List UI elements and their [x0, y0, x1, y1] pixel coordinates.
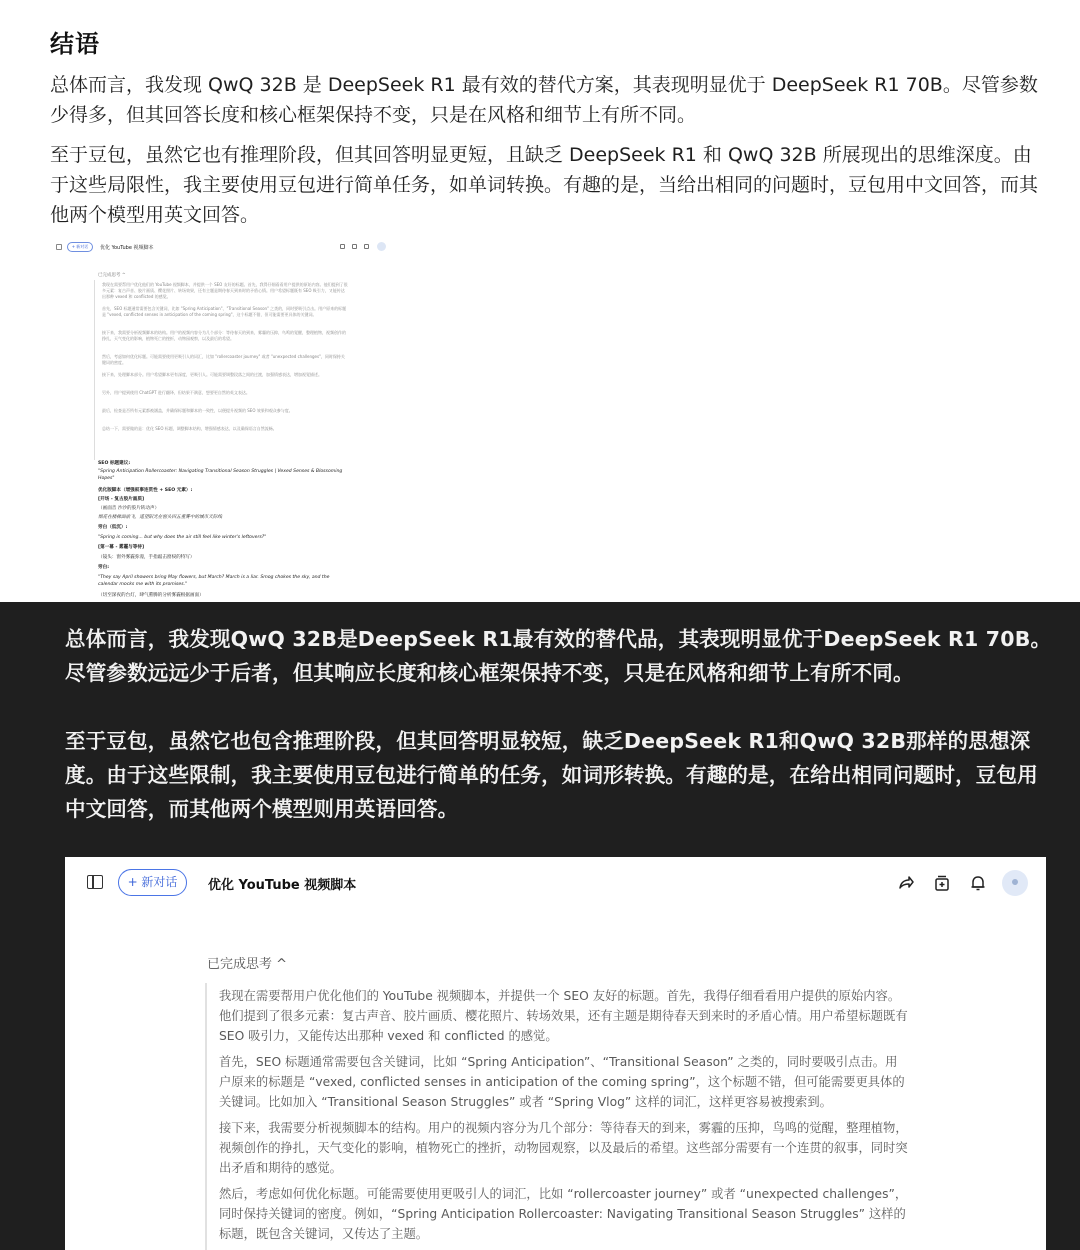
mini-thinking-paragraph: 总结一下，需要做的是：优化 SEO 标题，调整脚本结构，增强情感表达，以及确保语言自然流畅。: [102, 426, 277, 431]
share-icon[interactable]: [897, 874, 915, 892]
add-to-collection-icon[interactable]: [933, 874, 951, 892]
chat-title: 优化 YouTube 视频脚本: [208, 878, 357, 893]
mini-collection-icon: [352, 244, 357, 249]
mini-script-line: （画面音 沙沙的胶片转动声）: [98, 506, 160, 511]
mini-script-line: （镜头：窗外雾霾弥漫，手指敲击窗棂的特写）: [98, 555, 195, 560]
mini-thinking-paragraph: 我现在需要帮用户优化他们的 YouTube 视频脚本，并提供一个 SEO 友好的标题。首先，我得仔细看看用户提供的原始内容。他们提到了很多元素：复古声音、胶片画质、樱花照片、转场效果，还有主题是期待春天到来时的矛盾心情。用户希望标题既有 SEO 吸引力，又能传达出那种 vexed 和 conflicted 的感觉。: [102, 282, 348, 299]
mini-script-line: [第一幕 - 雾霾与等待]: [98, 545, 145, 550]
mini-thinking-paragraph: 接下来，处理脚本部分。用户希望脚本更有深度，更吸引人。可能需要调整段落之间的过渡，加强情感表达，增加视觉描述。: [102, 372, 322, 377]
thinking-paragraph: 首先，SEO 标题通常需要包含关键词，比如 “Spring Anticipation”、“Transitional Season” 之类的，同时要吸引点击。用户原来的标题是 “vexed, conflicted senses in anticipation of the coming spring”，这个标题不错，但可能需要更具体的关键词。比如加入 “Transitional Season Struggles” 或者 “Spring Vlog” 这样的词汇，这样更容易被搜索到。: [219, 1055, 905, 1109]
mini-script-line: SEO 标题建议:: [98, 461, 131, 466]
mini-chat-title: 优化 YouTube 视频脚本: [100, 245, 154, 251]
mini-header: [50, 236, 390, 260]
mini-think-bar: [94, 280, 95, 460]
avatar[interactable]: [1002, 870, 1028, 896]
mini-script-line: "They say April showers bring May flowers, but March? March is a liar. Smog chokes the sky, and the calendar mocks me with its promises.": [98, 575, 330, 587]
mini-script-line: "Spring Anticipation Rollercoaster: Navigating Transitional Season Struggles | Vexed Senses & Blossoming Hopes": [98, 469, 343, 481]
thinking-complete-toggle[interactable]: 已完成思考 ^: [207, 957, 288, 972]
translation-paragraph-2: 至于豆包，虽然它也包含推理阶段，但其回答明显较短，缺乏DeepSeek R1和QwQ 32B那样的思想深度。由于这些限制，我主要使用豆包进行简单的任务，如词形转换。有趣的是，在给出相同问题时，豆包用中文回答，而其他两个模型则用英语回答。: [65, 729, 1038, 821]
article-section: [0, 0, 1080, 602]
mini-script-line: 旁白（低沉）:: [98, 525, 128, 530]
article-paragraph-1: 总体而言，我发现 QwQ 32B 是 DeepSeek R1 最有效的替代方案，其表现明显优于 DeepSeek R1 70B。尽管参数少得多，但其回答长度和核心框架保持不变，只是在风格和细节上有所不同。: [50, 74, 1038, 126]
mini-script-line: 烟花在楼梯面前飞，遥望阳光在窗头四五重雾中的城市天际线: [98, 515, 223, 520]
mini-thinking-paragraph: 接下来，我需要分析视频脚本的结构。用户的视频内容分为几个部分：等待春天的到来，雾霾的压抑，鸟鸣的觉醒，整理植物，视频创作的挣扎，天气变化的影响，植物死亡的挫折，动物园观察，以及最后的希望。: [102, 330, 346, 341]
mini-script-line: "Spring is coming... but why does the air still feel like winter's leftovers?": [98, 535, 267, 540]
chat-header: [65, 857, 1046, 909]
bell-icon[interactable]: [969, 874, 987, 892]
dark-translation-section: [0, 602, 1080, 1250]
mini-think-label: 已完成思考 ^: [98, 273, 126, 278]
mini-thinking-paragraph: 另外，用户提到使用 ChatGPT 进行翻译，但结果不满意，想要更自然的英文表达。: [102, 390, 250, 395]
mini-script-line: 优化版脚本（增强叙事连贯性 + SEO 元素）:: [98, 488, 193, 493]
mini-thinking-paragraph: 首先，SEO 标题通常需要包含关键词，比如 "Spring Anticipation"、"Transitional Season" 之类的，同时要吸引点击。用户原来的标题是 "vexed, conflicted senses in anticipation of the coming spring"，这个标题不错，但可能需要更具体的关键词。: [102, 306, 347, 317]
thinking-paragraph: 接下来，我需要分析视频脚本的结构。用户的视频内容分为几个部分：等待春天的到来，雾霾的压抑，鸟鸣的觉醒，整理植物，视频创作的挣扎，天气变化的影响，植物死亡的挫折，动物园观察，以及最后的希望。这些部分需要有一个连贯的叙事，同时突出矛盾和期待的感觉。: [219, 1121, 908, 1175]
mini-new-chat-button: + 新对话: [67, 242, 93, 252]
mini-share-icon: [340, 244, 345, 249]
article-paragraph-2: 至于豆包，虽然它也有推理阶段，但其回答明显更短，且缺乏 DeepSeek R1 和 QwQ 32B 所展现出的思维深度。由于这些局限性，我主要使用豆包进行简单任务，如单词转换。有趣的是，当给出相同的问题时，豆包用中文回答，而其他两个模型用英文回答。: [50, 144, 1039, 226]
translation-paragraph-1: 总体而言，我发现QwQ 32B是DeepSeek R1最有效的替代品，其表现明显优于DeepSeek R1 70B。尽管参数远远少于后者，但其响应长度和核心框架保持不变，只是在风格和细节上有所不同。: [65, 627, 1052, 685]
mini-script-line: 旁白:: [98, 565, 110, 570]
thinking-paragraph: 然后，考虑如何优化标题。可能需要使用更吸引人的词汇，比如 “rollercoaster journey” 或者 “unexpected challenges”，同时保持关键词的密度。例如，“Spring Anticipation Rollercoaster: Navigating Transitional Season Struggles” 这样的标题，既包含关键词，又传达了主题。: [219, 1187, 908, 1241]
mini-avatar: [377, 242, 386, 251]
sidebar-toggle-icon[interactable]: [87, 875, 103, 889]
mini-thinking-paragraph: 然后，考虑如何优化标题。可能需要使用更吸引人的词汇，比如 "rollercoaster journey" 或者 "unexpected challenges"，同时保持关键词的密度。: [102, 354, 345, 365]
chat-screenshot: [65, 857, 1046, 1250]
mini-screenshot: [50, 236, 390, 602]
thinking-paragraph: 我现在需要帮用户优化他们的 YouTube 视频脚本，并提供一个 SEO 友好的标题。首先，我得仔细看看用户提供的原始内容。他们提到了很多元素：复古声音、胶片画质、樱花照片、转场效果，还有主题是期待春天到来时的矛盾心情。用户希望标题既有 SEO 吸引力，又能传达出那种 vexed 和 conflicted 的感觉。: [219, 989, 908, 1043]
mini-script-line: [开场 - 复古胶片画质]: [98, 497, 145, 502]
thinking-quote-bar: [205, 983, 207, 1250]
new-chat-button[interactable]: + 新对话: [118, 869, 187, 896]
section-heading: 结语: [50, 30, 100, 58]
mini-bell-icon: [364, 244, 369, 249]
mini-thinking-paragraph: 最后，检查是否所有元素都被涵盖，并确保标题和脚本的一致性，以便提升视频的 SEO 效果和观众参与度。: [102, 408, 293, 413]
mini-script-line: （切至深夜的台灯，肆气熏腾的分析雾霾根据画面）: [98, 593, 204, 598]
mini-sidebar-icon: [56, 244, 62, 250]
